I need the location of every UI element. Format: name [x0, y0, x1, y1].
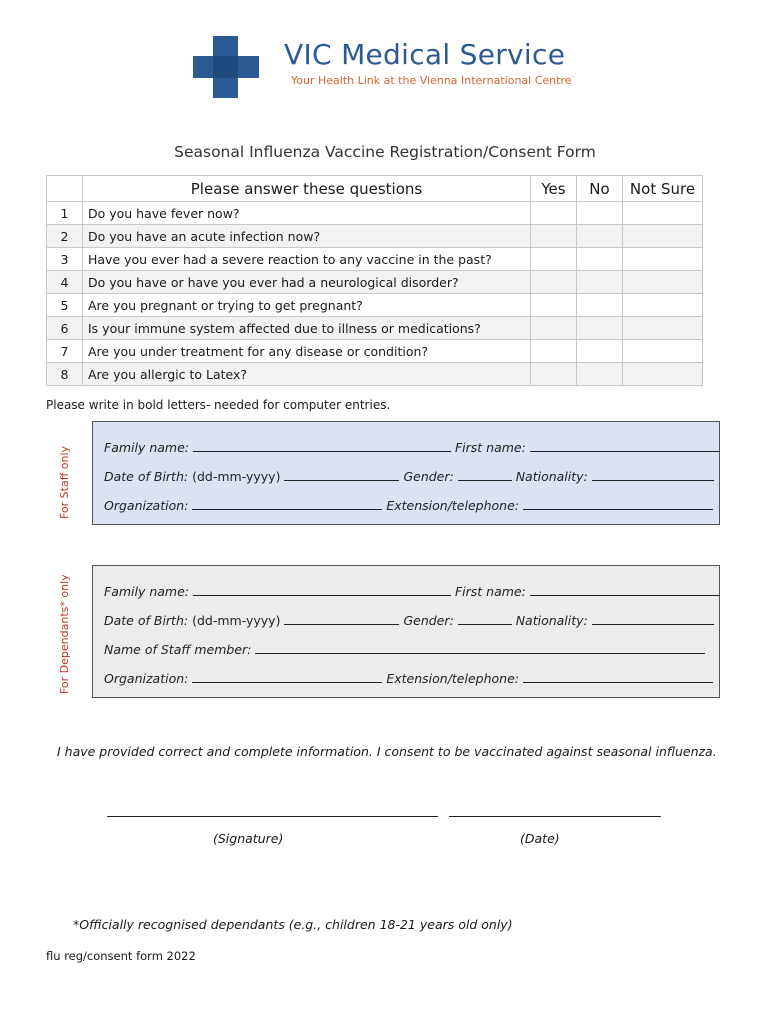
row-number: 2 — [47, 225, 83, 248]
form-footer: flu reg/consent form 2022 — [46, 949, 196, 963]
not-sure-cell[interactable] — [623, 271, 703, 294]
dob-format: (dd-mm-yyyy) — [192, 469, 281, 484]
table-row — [47, 363, 703, 386]
yes-cell[interactable] — [531, 294, 577, 317]
signature-label: (Signature) — [213, 831, 284, 846]
not-sure-cell[interactable] — [623, 294, 703, 317]
gender-label: Gender: — [403, 469, 454, 484]
staff-side-label: For Staff only — [58, 445, 71, 519]
question-header: Please answer these questions — [83, 176, 531, 202]
question-text: Do you have an acute infection now? — [83, 225, 531, 248]
row-number: 3 — [47, 248, 83, 271]
vic-medical-logo — [193, 36, 593, 100]
family-name-field[interactable] — [193, 585, 451, 596]
table-header-row — [47, 176, 703, 202]
dependants-section — [92, 565, 720, 698]
staff-member-label: Name of Staff member: — [104, 642, 252, 657]
first-name-label: First name: — [454, 584, 526, 599]
dob-label: Date of Birth: — [104, 613, 189, 628]
question-text: Are you allergic to Latex? — [83, 363, 531, 386]
nationality-field[interactable] — [592, 470, 714, 481]
staff-name-line — [104, 440, 720, 455]
yes-cell[interactable] — [531, 340, 577, 363]
table-row — [47, 202, 703, 225]
question-text: Do you have or have you ever had a neurological disorder? — [83, 271, 531, 294]
yes-cell[interactable] — [531, 202, 577, 225]
not-sure-cell[interactable] — [623, 248, 703, 271]
no-header: No — [577, 176, 623, 202]
dep-name-line — [104, 584, 720, 599]
dob-field[interactable] — [284, 614, 399, 625]
extension-label: Extension/telephone: — [386, 671, 519, 686]
extension-field[interactable] — [523, 499, 713, 510]
row-number: 6 — [47, 317, 83, 340]
dob-label: Date of Birth: — [104, 469, 189, 484]
not-sure-header: Not Sure — [623, 176, 703, 202]
brand-name: VIC Medical Service — [284, 38, 566, 71]
date-line[interactable] — [449, 815, 661, 817]
staff-section — [92, 421, 720, 525]
extension-field[interactable] — [523, 672, 713, 683]
no-cell[interactable] — [577, 363, 623, 386]
nationality-field[interactable] — [592, 614, 714, 625]
yes-cell[interactable] — [531, 225, 577, 248]
extension-label: Extension/telephone: — [386, 498, 519, 513]
dep-staff-line — [104, 642, 705, 657]
questions-table — [46, 175, 703, 386]
table-row — [47, 340, 703, 363]
not-sure-cell[interactable] — [623, 317, 703, 340]
row-number: 8 — [47, 363, 83, 386]
row-number: 5 — [47, 294, 83, 317]
not-sure-cell[interactable] — [623, 363, 703, 386]
table-row — [47, 294, 703, 317]
question-text: Is your immune system affected due to illness or medications? — [83, 317, 531, 340]
no-cell[interactable] — [577, 202, 623, 225]
bold-letters-note: Please write in bold letters- needed for computer entries. — [46, 398, 391, 412]
no-cell[interactable] — [577, 317, 623, 340]
medical-cross-icon — [193, 36, 259, 98]
yes-cell[interactable] — [531, 248, 577, 271]
signature-line[interactable] — [107, 815, 438, 817]
staff-dob-line — [104, 469, 714, 484]
organization-field[interactable] — [192, 672, 382, 683]
table-row — [47, 248, 703, 271]
family-name-label: Family name: — [104, 584, 190, 599]
dependants-footnote: *Officially recognised dependants (e.g., children 18-21 years old only) — [73, 917, 513, 932]
yes-cell[interactable] — [531, 363, 577, 386]
table-row — [47, 271, 703, 294]
row-number: 4 — [47, 271, 83, 294]
not-sure-cell[interactable] — [623, 340, 703, 363]
first-name-label: First name: — [454, 440, 526, 455]
no-cell[interactable] — [577, 271, 623, 294]
first-name-field[interactable] — [530, 585, 720, 596]
question-text: Are you under treatment for any disease or condition? — [83, 340, 531, 363]
table-row — [47, 317, 703, 340]
no-cell[interactable] — [577, 294, 623, 317]
first-name-field[interactable] — [530, 441, 720, 452]
question-text: Do you have fever now? — [83, 202, 531, 225]
family-name-label: Family name: — [104, 440, 190, 455]
no-cell[interactable] — [577, 340, 623, 363]
dob-field[interactable] — [284, 470, 399, 481]
row-number: 1 — [47, 202, 83, 225]
brand-tagline: Your Health Link at the Vienna International Centre — [291, 74, 572, 87]
gender-label: Gender: — [403, 613, 454, 628]
row-number: 7 — [47, 340, 83, 363]
staff-org-line — [104, 498, 713, 513]
yes-cell[interactable] — [531, 317, 577, 340]
organization-label: Organization: — [104, 498, 189, 513]
yes-header: Yes — [531, 176, 577, 202]
organization-label: Organization: — [104, 671, 189, 686]
yes-cell[interactable] — [531, 271, 577, 294]
no-cell[interactable] — [577, 225, 623, 248]
organization-field[interactable] — [192, 499, 382, 510]
date-label: (Date) — [520, 831, 560, 846]
question-text: Have you ever had a severe reaction to any vaccine in the past? — [83, 248, 531, 271]
table-row — [47, 225, 703, 248]
not-sure-cell[interactable] — [623, 202, 703, 225]
family-name-field[interactable] — [193, 441, 451, 452]
consent-statement: I have provided correct and complete information. I consent to be vaccinated against seasonal influenza. — [57, 744, 717, 759]
dob-format: (dd-mm-yyyy) — [192, 613, 281, 628]
nationality-label: Nationality: — [515, 469, 588, 484]
gender-field[interactable] — [458, 614, 512, 625]
question-text: Are you pregnant or trying to get pregnant? — [83, 294, 531, 317]
nationality-label: Nationality: — [515, 613, 588, 628]
not-sure-cell[interactable] — [623, 225, 703, 248]
dep-dob-line — [104, 613, 714, 628]
staff-member-field[interactable] — [255, 643, 705, 654]
dep-org-line — [104, 671, 713, 686]
form-title: Seasonal Influenza Vaccine Registration/Consent Form — [174, 143, 596, 161]
gender-field[interactable] — [458, 470, 512, 481]
no-cell[interactable] — [577, 248, 623, 271]
dependants-side-label: For Dependants* only — [58, 574, 71, 694]
